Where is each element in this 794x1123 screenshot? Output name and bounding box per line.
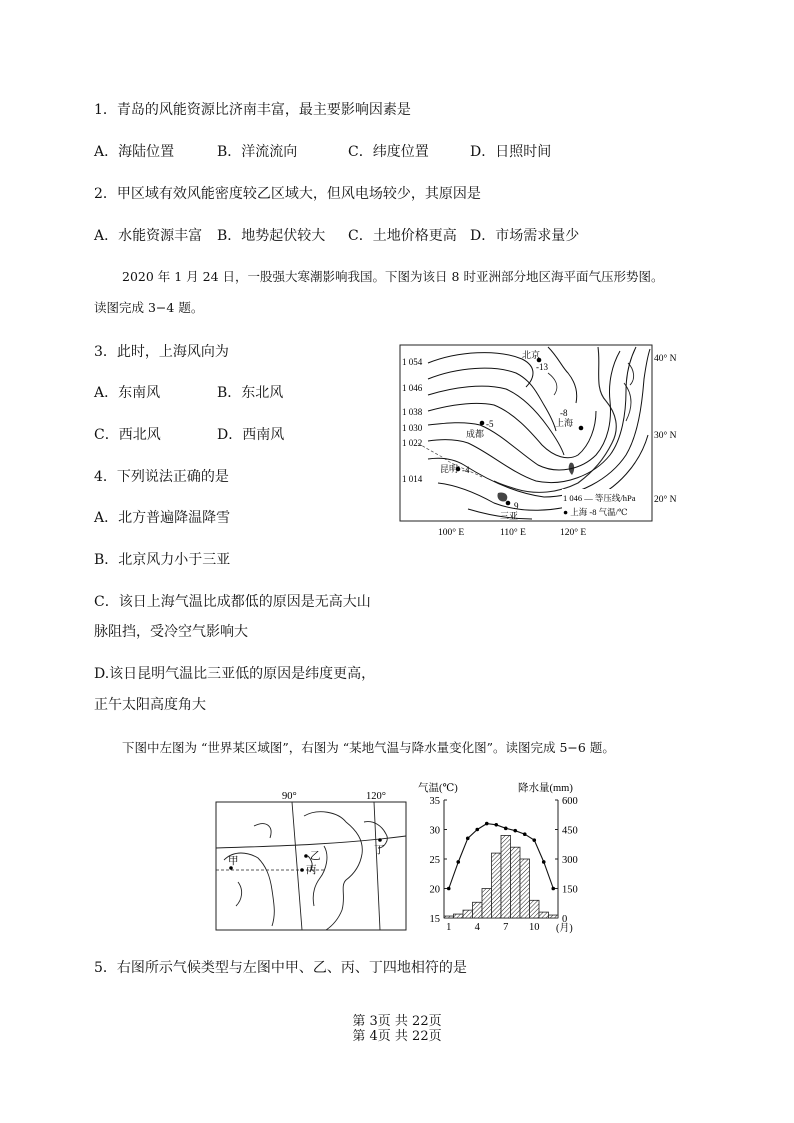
temperature-point bbox=[542, 860, 546, 864]
temperature-point bbox=[494, 823, 498, 827]
temperature-point bbox=[485, 822, 489, 826]
q1-option-a: A．海陆位置 bbox=[94, 144, 175, 160]
q2-option-a: A．水能资源丰富 bbox=[94, 228, 203, 244]
precipitation-bar bbox=[492, 853, 502, 918]
precipitation-bar bbox=[444, 916, 454, 918]
page-footer-2: 第 4页 共 22页 bbox=[352, 1029, 442, 1044]
x-tick-label: 1 bbox=[446, 922, 452, 933]
right-tick-label: 0 bbox=[562, 914, 568, 925]
q1-option-c: C．纬度位置 bbox=[348, 144, 429, 160]
q3-option-a: A．东南风 bbox=[94, 385, 161, 401]
left-tick-label: 20 bbox=[429, 884, 440, 896]
left-tick-label: 25 bbox=[429, 855, 440, 866]
lat-label-40n: 40° N bbox=[654, 354, 677, 364]
question-5-stem: 5．右图所示气候类型与左图中甲、乙、丙、丁四地相符的是 bbox=[94, 960, 467, 976]
precipitation-bar bbox=[520, 859, 530, 918]
q4-option-b: B．北京风力小于三亚 bbox=[94, 552, 231, 568]
left-tick-label: 15 bbox=[429, 914, 440, 925]
temperature-point bbox=[504, 827, 508, 831]
x-tick-label: 7 bbox=[503, 922, 509, 933]
precipitation-bar bbox=[511, 847, 521, 918]
q1-option-d: D．日照时间 bbox=[470, 144, 552, 160]
temperature-point bbox=[532, 838, 536, 842]
q2-option-d: D．市场需求量少 bbox=[470, 228, 580, 244]
temperature-point bbox=[466, 837, 470, 841]
isobar-label-1014: 1 014 bbox=[402, 474, 423, 484]
city-label-sanya: 三亚 bbox=[500, 511, 519, 521]
place-ding: 丁 bbox=[374, 845, 385, 856]
city-temp-shanghai: -8 bbox=[560, 408, 568, 418]
pressure-map-figure bbox=[398, 343, 690, 543]
question-4-stem: 4．下列说法正确的是 bbox=[94, 469, 229, 485]
temperature-point bbox=[551, 887, 555, 891]
isobar-label-1054: 1 054 bbox=[402, 357, 423, 367]
precipitation-bar bbox=[463, 910, 473, 918]
place-jia: 甲 bbox=[228, 856, 239, 867]
precipitation-bar bbox=[530, 900, 540, 918]
place-bing: 丙 bbox=[306, 865, 317, 876]
city-temp-chengdu: -5 bbox=[486, 419, 494, 429]
left-tick-label: 30 bbox=[429, 825, 440, 837]
isobar-label-1038: 1 038 bbox=[402, 407, 423, 417]
passage-2: 下图中左图为 “世界某区域图”，右图为 “某地气温与降水量变化图”。读图完成 5−6 题。 bbox=[122, 740, 615, 755]
temperature-point bbox=[447, 887, 451, 891]
question-3-stem: 3．此时，上海风向为 bbox=[94, 344, 229, 360]
city-label-chengdu: 成都 bbox=[466, 429, 485, 439]
page-footer-1: 第 3页 共 22页 bbox=[352, 1014, 442, 1029]
climate-xlabel: (月) bbox=[556, 923, 573, 934]
isobar-label-1046: 1 046 bbox=[402, 383, 423, 393]
temperature-point bbox=[456, 860, 460, 864]
passage-1-line-2: 读图完成 3−4 题。 bbox=[94, 300, 204, 315]
lat-label-30n: 30° N bbox=[654, 431, 677, 441]
lon-label-100e: 100° E bbox=[438, 528, 465, 538]
passage-1-line-1: 2020 年 1 月 24 日，一股强大寒潮影响我国。下图为该日 8 时亚洲部分地区海平面气压形势图。 bbox=[122, 269, 664, 284]
region-lon-90: 90° bbox=[282, 791, 297, 802]
city-label-beijing: 北京 bbox=[522, 350, 541, 360]
lon-label-110e: 110° E bbox=[500, 528, 526, 538]
climate-ylabel-right: 降水量(mm) bbox=[518, 783, 573, 794]
question-1-stem: 1．青岛的风能资源比济南丰富，最主要影响因素是 bbox=[94, 102, 411, 118]
right-tick-label: 300 bbox=[562, 855, 578, 866]
precipitation-bar bbox=[539, 912, 549, 918]
climate-ylabel-left: 气温(℃) bbox=[418, 783, 458, 794]
q1-option-b: B．洋流流向 bbox=[217, 144, 298, 160]
precipitation-bar bbox=[549, 915, 559, 918]
q2-option-c: C．土地价格更高 bbox=[348, 228, 457, 244]
right-tick-label: 150 bbox=[562, 884, 578, 896]
region-map-figure bbox=[214, 786, 410, 934]
climate-chart-figure bbox=[414, 778, 592, 934]
isobar-label-1022: 1 022 bbox=[402, 438, 423, 448]
temperature-point bbox=[523, 832, 527, 836]
q4-option-a: A．北方普遍降温降雪 bbox=[94, 510, 231, 526]
q3-option-c: C．西北风 bbox=[94, 427, 161, 443]
q3-option-b: B．东北风 bbox=[217, 385, 284, 401]
question-2-stem: 2．甲区域有效风能密度较乙区域大，但风电场较少，其原因是 bbox=[94, 186, 481, 202]
q4-option-c-line-2: 脉阻挡，受冷空气影响大 bbox=[94, 624, 248, 640]
lat-label-20n: 20° N bbox=[654, 495, 677, 505]
place-yi: 乙 bbox=[310, 851, 321, 862]
temperature-point bbox=[475, 828, 479, 832]
left-tick-label: 35 bbox=[429, 796, 440, 807]
q2-option-b: B．地势起伏较大 bbox=[217, 228, 326, 244]
city-temp-sanya: 9 bbox=[514, 501, 519, 511]
q4-option-d-line-1: D.该日昆明气温比三亚低的原因是纬度更高， bbox=[94, 666, 376, 682]
right-tick-label: 600 bbox=[562, 796, 578, 807]
city-temp-beijing: -13 bbox=[536, 362, 548, 372]
q4-option-d-line-2: 正午太阳高度角大 bbox=[94, 697, 206, 713]
precipitation-bar bbox=[473, 902, 483, 918]
city-label-shanghai: 上海 bbox=[555, 418, 574, 428]
region-lon-120: 120° bbox=[366, 791, 386, 802]
lon-label-120e: 120° E bbox=[560, 528, 587, 538]
isobar-label-1030: 1 030 bbox=[402, 423, 423, 433]
right-tick-label: 450 bbox=[562, 825, 578, 837]
x-tick-label: 4 bbox=[474, 922, 480, 933]
q4-option-c-line-1: C．该日上海气温比成都低的原因是无高大山 bbox=[94, 594, 371, 610]
city-label-kunming: 昆明 bbox=[440, 464, 459, 474]
legend-temperature: ● 上海 -8 气温/℃ bbox=[563, 507, 628, 517]
x-tick-label: 10 bbox=[529, 922, 540, 933]
q3-option-d: D．西南风 bbox=[217, 427, 285, 443]
city-temp-kunming: -4 bbox=[462, 465, 470, 475]
temperature-point bbox=[513, 829, 517, 833]
precipitation-bar bbox=[501, 835, 511, 918]
precipitation-bar bbox=[482, 889, 492, 919]
legend-isobar: 1 046 — 等压线/hPa bbox=[563, 493, 636, 503]
precipitation-bar bbox=[454, 914, 464, 918]
